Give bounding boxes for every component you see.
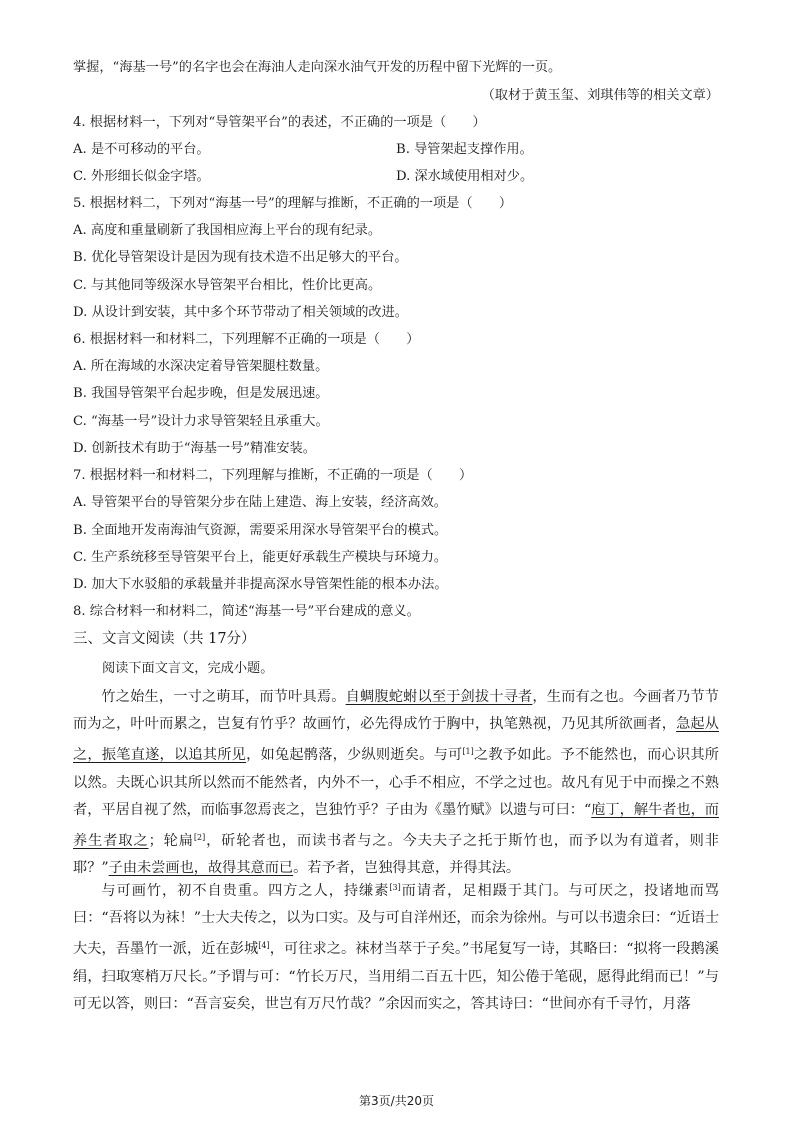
section-heading: 三、文言文阅读（共 17分） [73,631,256,647]
q7-option-d: D. 加大下水驳船的承载量并非提高深水导管架性能的根本办法。 [73,577,448,592]
underlined-sentence: 自蜩腹蛇蚹以至于剑拔十寻者 [345,689,533,705]
annotation-marker: [2] [193,833,206,843]
q6-option-c: C. “海基一号”设计力求导管架轻且承重大。 [73,414,329,429]
q6-option-d: D. 创新技术有助于“海基一号”精准安装。 [73,441,316,456]
q8-stem: 8. 综合材料一和材料二，简述“海基一号”平台建成的意义。 [73,604,420,619]
q5-option-c: C. 与其他同等级深水导管架平台相比，性价比更高。 [73,278,382,293]
passage-text: 竹之始生，一寸之萌耳，而节叶具焉。 [101,689,346,705]
passage-text: ，斫轮者也，而读书者与之。今夫夫子之托于斯竹也，而予以为有道者，则非耶？” [73,833,719,877]
q7-stem: 7. 根据材料一和材料二，下列理解与推断，不正确的一项是（ ） [73,468,473,483]
underlined-sentence: 子由未尝画也，故得其意而已 [108,860,294,877]
annotation-marker: [3] [389,883,401,892]
section-instruction: 阅读下面文言文，完成小题。 [102,661,274,676]
underlined-sentence: 急起从之，振笔直遂，以追其所见 [73,716,719,764]
q4-option-a: A. 是不可移动的平台。 [73,142,210,157]
passage-text: ；轮扁 [148,833,194,850]
annotation-marker: [1] [462,747,474,757]
q7-option-c: C. 生产系统移至导管架平台上，能更好承载生产模块与环境力。 [73,550,448,565]
q5-option-b: B. 优化导管架设计是因为现有技术造不出足够大的平台。 [73,250,408,265]
passage-text: ，可往求之。袜材当萃于子矣。”书尾复写一诗，其略曰：“拟将一段鹅溪绢，扫取寒梢万尺长。”予谓与可：“竹长万尺，当用绢二百五十匹，知公倦于笔砚，愿得此绢而已！”与可无以答，则曰：“吾言妄矣，世岂有万尺竹哉？”余因而实之，答其诗曰：“世间亦有千寻竹，月落 [73,941,719,1012]
passage-text: 。若予者，岂独得其意，并得其法。 [293,860,521,877]
q4-option-d: D. 深水域使用相对少。 [396,169,534,184]
q4-stem: 4. 根据材料一，下列对“导管架平台”的表述，不正确的一项是（ ） [73,115,486,130]
q6-option-b: B. 我国导管架平台起步晚，但是发展迅速。 [73,386,329,401]
page-number: 第3页/共20页 [359,1094,434,1108]
q5-option-a: A. 高度和重量刷新了我国相应海上平台的现有纪录。 [73,223,382,238]
passage-text: 与可画竹，初不自贵重。四方之人，持缣素 [101,883,390,899]
passage-paragraph-2 [73,874,719,1018]
annotation-marker: [4] [258,941,270,951]
q5-option-d: D. 从设计到安装，其中多个环节带动了相关领域的改进。 [73,305,408,320]
q4-option-c: C. 外形细长似金字塔。 [73,169,210,184]
passage-paragraph-1 [73,684,719,882]
q6-option-a: A. 所在海域的水深决定着导管架腿柱数量。 [73,359,329,374]
passage-text: 而请者，足相蹑于其门。与可厌之，投诸地而骂曰：“吾将以为袜！”士大夫传之，以为口实。及与可自洋州还，而余为徐州。与可以书遗余曰：“近语士大夫，吾墨竹一派，近在彭城 [73,883,720,958]
passage-text: ，如兔起鹘落，少纵则逝矣。与可 [246,747,463,764]
material-source: （取材于黄玉玺、刘琪伟等的相关文章） [481,88,719,103]
passage-text: 之教予如此。予不能然也，而心识其所以然。夫既心识其所以然而不能然者，内外不一，心手不相应，不学之过也。故凡有见于中而操之不熟者，平居自视了然，而临事忽焉丧之，岂独竹乎？子由为《墨竹赋》以遗与可曰：“ [73,747,719,818]
q7-option-b: B. 全面地开发南海油气资源，需要采用深水导管架平台的模式。 [73,523,448,538]
material-end-text: 掌握，“海基一号”的名字也会在海油人走向深水油气开发的历程中留下光辉的一页。 [73,60,562,75]
q6-stem: 6. 根据材料一和材料二，下列理解不正确的一项是（ ） [73,332,420,347]
passage-text: ，生而有之也。今画者乃节节而为之，叶叶而累之，岂复有竹乎？故画竹，必先得成竹于胸中，执笔熟视，乃见其所欲画者， [73,689,719,733]
q5-stem: 5. 根据材料二，下列对“海基一号”的理解与推断，不正确的一项是（ ） [73,196,513,211]
q4-option-b: B. 导管架起支撑作用。 [396,142,533,157]
q7-option-a: A. 导管架平台的导管架分步在陆上建造、海上安装，经济高效。 [73,495,447,510]
underlined-sentence: 庖丁，解牛者也，而养生者取之 [73,801,719,850]
